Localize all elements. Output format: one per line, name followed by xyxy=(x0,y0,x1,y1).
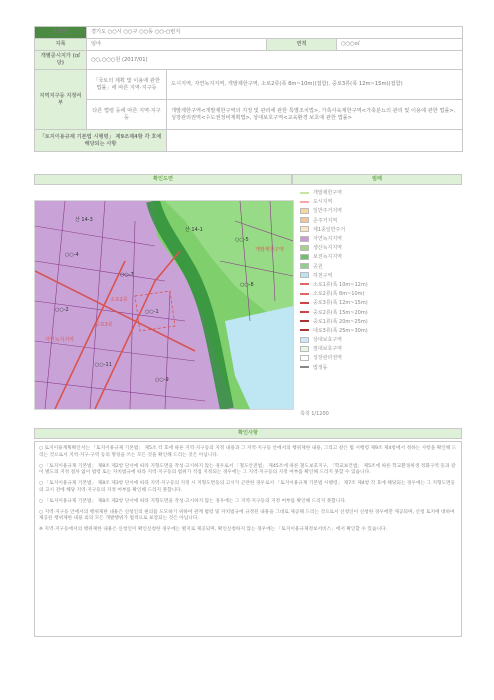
legend-label: 제1종일반주거 xyxy=(313,226,346,233)
area-value: ○○○㎡ xyxy=(337,39,463,51)
map-label-road: 소로2류 xyxy=(110,297,128,303)
legend-label: 소로1류(폭 10m~12m) xyxy=(313,281,368,288)
legend-swatch xyxy=(300,263,309,269)
legend-swatch xyxy=(300,355,309,361)
map-section-header: 확인도면 xyxy=(34,174,292,185)
legend-label: 자연녹지지역 xyxy=(313,236,342,243)
legend-swatch xyxy=(300,272,309,278)
legend-label: 성장관리권역 xyxy=(313,355,342,362)
legend-swatch xyxy=(300,208,309,214)
land-category-value: 임야 xyxy=(87,39,267,51)
legend-item xyxy=(300,271,390,280)
legend-label: 중로2류(폭 15m~20m) xyxy=(313,309,368,316)
land-use-table xyxy=(34,26,463,152)
legend-label: 보전녹지지역 xyxy=(313,254,342,261)
legend-swatch xyxy=(300,346,309,352)
map-label-parcel: ○○-2 xyxy=(55,307,69,313)
legend-item xyxy=(300,326,390,335)
legend-swatch xyxy=(300,329,309,331)
legend-label: 대로3류(폭 25m~30m) xyxy=(313,327,368,334)
legend-swatch xyxy=(300,217,309,223)
legend-item xyxy=(300,197,390,206)
map-label-parcel: ○○-9 xyxy=(155,377,169,383)
legend-item xyxy=(300,225,390,234)
explain-paragraph: ○ 「토지이용규제 기본법」 제8조 제2항 단서에 따라 지형도면을 작성·고시하지 않는 경우로서 「철도안전법」 제45조에 따른 철도보호지구, 「학교보건법」 제5조에 따른 학교환경위생 정화구역 등과 같이 별도의 지정 절차 없이 법령 또는 자치법규에 따라 지역·지구등의 범위가 직접 지정되는 경우에는 그 지역·지구등의 지정 여부를 확인해 드리지 못할 수 있습니다. xyxy=(39,463,456,476)
legend-item xyxy=(300,298,390,307)
legend-swatch xyxy=(300,201,309,203)
map-svg xyxy=(35,201,293,409)
map-label-parcel: 산 14-3 xyxy=(75,217,93,223)
legend-label: 일반주거지역 xyxy=(313,208,342,215)
legend-item xyxy=(300,252,390,261)
explain-paragraph: ※ 지역·지구등에서의 행위제한 내용은 신청인이 확인신청한 경우에는 별지로 제공되며, 확인신청하지 않는 경우에는 「토지이용규제정보서비스」에서 확인할 수 있습니다. xyxy=(39,527,388,533)
map-label-parcel: 산 14-1 xyxy=(185,227,203,233)
legend-label: 상대보호구역 xyxy=(313,337,342,344)
legend-item xyxy=(300,289,390,298)
explain-section xyxy=(34,441,462,637)
address-label: 소재지 xyxy=(35,27,87,39)
map-label-parcel: ○○-5 xyxy=(235,237,249,243)
legend-item xyxy=(300,234,390,243)
legend-item xyxy=(300,335,390,344)
legend-swatch xyxy=(300,226,309,232)
explain-paragraph: ○ 지역·지구등 안에서의 행위제한 내용은 신청인의 편의를 도모하기 위하여 관계 법령 및 자치법규에 규정된 내용을 그대로 제공해 드리는 것으로서 신청인이 신청한 경우에만 제공되며, 신청 토지에 대하여 제공된 행위제한 내용 외의 모든 개발행위가 법적으로 보장되는 것은 아닙니다. xyxy=(39,509,455,522)
legend-item xyxy=(300,344,390,353)
legend-swatch xyxy=(300,236,309,242)
zoning-other-label: 다른 법령 등에 따른 지역·지구등 xyxy=(87,100,167,130)
legend-label: 중로1류(폭 20m~25m) xyxy=(313,318,368,325)
legend-item xyxy=(300,363,390,372)
legend-swatch xyxy=(300,283,309,285)
legend-item xyxy=(300,243,390,252)
map-label-parcel: ○○-8 xyxy=(240,282,254,288)
legend-label: 하천구역 xyxy=(313,272,333,279)
legend-swatch xyxy=(300,245,309,251)
legend-label: 준주거지역 xyxy=(313,217,338,224)
area-label: 면적 xyxy=(267,39,337,51)
legend-label: 개발제한구역 xyxy=(313,190,342,197)
legend-swatch xyxy=(300,192,309,194)
map-label-road: 중로3류 xyxy=(95,322,113,328)
explain-paragraph: ○ 「토지이용규제 기본법」 제8조 제2항 단서에 따라 지형도면을 작성·고시하지 않는 경우에는 그 지역·지구등의 지정 여부를 확인해 드리지 못합니다. xyxy=(39,498,347,504)
explain-paragraph: ○ 토지이용계획확인서는 「토지이용규제 기본법」 제5조 각 호에 따른 지역·지구등의 지정 내용과 그 지역·지구등 안에서의 행위제한 내용, 그리고 같은 법 시행령 제9조 제4항에서 정하는 사항을 확인해 드리는 것으로서 지역·지구·구역 등의 명칭을 쓰는 모든 것을 확인해 드리는 것은 아닙니다. xyxy=(39,446,457,458)
legend-item xyxy=(300,262,390,271)
zoning-label: 지역지구등 지정여부 xyxy=(35,70,87,130)
legend-item xyxy=(300,280,390,289)
legend-swatch xyxy=(300,366,309,368)
document-page xyxy=(34,26,462,152)
legend-label: 도시지역 xyxy=(313,199,333,206)
explain-section-header: 확인사항 xyxy=(34,428,462,439)
map-label-parcel: ○○-7 xyxy=(120,272,134,278)
map-label-zone: 개발제한구역 xyxy=(255,247,284,253)
legend-swatch xyxy=(300,293,309,295)
map-label-parcel: ○○-1 xyxy=(145,309,159,315)
decree-items-label: 「토지이용규제 기본법 시행령」 제9조제4항 각 호에 해당되는 사항 xyxy=(35,130,167,152)
zoning-national-label: 「국토의 계획 및 이용에 관한 법률」에 따른 지역·지구등 xyxy=(87,70,167,100)
legend-label: 절대보호구역 xyxy=(313,346,342,353)
legend-section-header: 범례 xyxy=(292,174,462,185)
legend-item xyxy=(300,353,390,362)
decree-items-value xyxy=(167,130,463,152)
map-label-parcel: ○○-4 xyxy=(65,252,79,258)
legend-label: 중로3류(폭 12m~15m) xyxy=(313,300,368,307)
legend-swatch xyxy=(300,337,309,343)
legend-swatch xyxy=(300,302,309,304)
zoning-national-value: 도시지역, 자연녹지지역, 개발제한구역, 소로2류(폭 8m~10m)(접함), 중로3류(폭 12m~15m)(접함) xyxy=(167,70,463,100)
map-scale: 축척 1/1200 xyxy=(300,411,329,417)
address-value: 경기도 ○○시 ○○구 ○○동 ○○-○번지 xyxy=(87,27,463,39)
explain-paragraph: ○ 「토지이용규제 기본법」 제8조 제3항 단서에 따라 지역·지구등의 지정 시 지형도면등의 고시가 곤란한 경우로서 「토지이용규제 기본법 시행령」 제7조 제4항 각 호에 해당되는 경우에는 그 지형도면등의 고시 전에 해당 지역·지구등의 지정 여부를 확인해 드리지 못합니다. xyxy=(39,481,456,493)
land-price-label: 개별공시지가 (㎡당) xyxy=(35,51,87,70)
map-label-parcel: ○○-11 xyxy=(95,362,112,368)
legend-label: 생산녹지지역 xyxy=(313,245,342,252)
legend-swatch xyxy=(300,320,309,322)
legend-item xyxy=(300,317,390,326)
legend-item xyxy=(300,216,390,225)
cadastral-map xyxy=(34,200,294,410)
land-price-value: ○○,○○○원 (2017/01) xyxy=(87,51,463,70)
legend-item xyxy=(300,307,390,316)
legend-label: 법정동 xyxy=(313,364,328,371)
legend-item xyxy=(300,188,390,197)
map-label-zone: 자연녹지지역 xyxy=(45,337,74,343)
map-legend xyxy=(300,188,390,372)
legend-label: 공원 xyxy=(313,263,323,270)
legend-label: 소로2류(폭 8m~10m) xyxy=(313,291,365,298)
land-category-label: 지목 xyxy=(35,39,87,51)
legend-swatch xyxy=(300,254,309,260)
legend-item xyxy=(300,206,390,215)
legend-swatch xyxy=(300,311,309,313)
zoning-other-value: 개발제한구역<개발제한구역의 지정 및 관리에 관한 특별조치법>, 가축사육제한구역<가축분뇨의 관리 및 이용에 관한 법률>, 성장관리권역<수도권정비계획법>, 상대보호구역<교육환경 보호에 관한 법률> xyxy=(167,100,463,130)
